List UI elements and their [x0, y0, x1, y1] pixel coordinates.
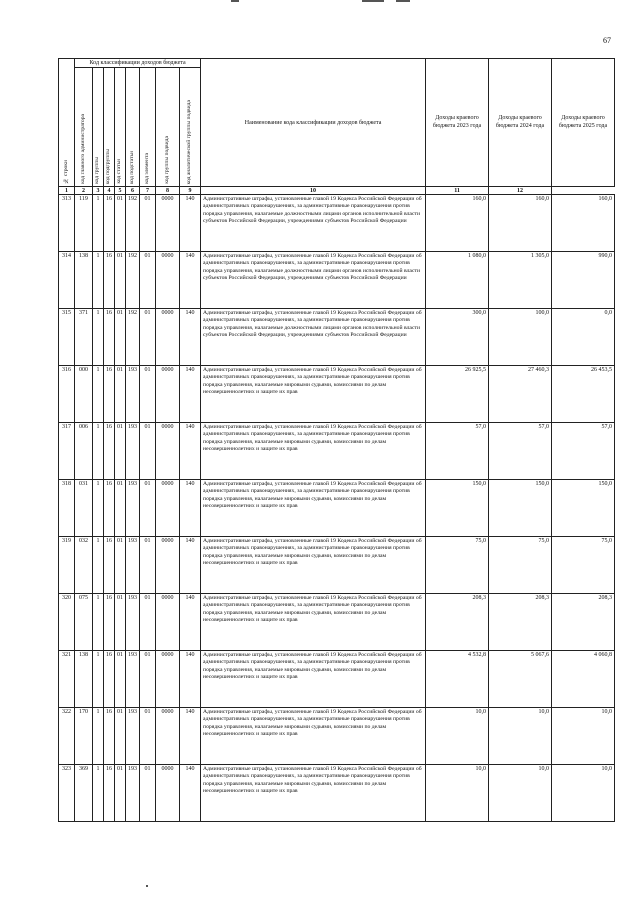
column-number: 12	[489, 187, 552, 195]
subgroup-code: 16	[104, 651, 115, 708]
article-code: 01	[115, 195, 126, 252]
subgroup-code: 16	[104, 309, 115, 366]
header-rev-2024: Доходы краевого бюджета 2024 года	[489, 59, 552, 187]
revenue-2023: 57,0	[426, 423, 489, 480]
subtype-group-code: 0000	[156, 423, 180, 480]
revenue-name: Административные штрафы, установленные главой 19 Кодекса Российской Федерации об административных правонарушениях, за административные правонарушения против порядка управления, налагаемые мировыми судьями, комиссиями по делам несовершеннолетних и защите их прав	[201, 423, 426, 480]
row-number: 316	[59, 366, 75, 423]
subtype-group-code: 0000	[156, 366, 180, 423]
revenue-2023: 150,0	[426, 480, 489, 537]
revenue-2025: 26 453,5	[552, 366, 615, 423]
subgroup-code: 16	[104, 708, 115, 765]
admin-code: 031	[75, 480, 93, 537]
revenue-2025: 10,0	[552, 765, 615, 822]
analytic-group-code: 140	[180, 309, 201, 366]
revenue-name: Административные штрафы, установленные главой 19 Кодекса Российской Федерации об административных правонарушениях, за административные правонарушения против порядка управления, налагаемые должностными лицами органов исполнительной власти субъектов Российской Федерации, учреждениями субъектов Российской Федерации	[201, 252, 426, 309]
revenue-name: Административные штрафы, установленные главой 19 Кодекса Российской Федерации об административных правонарушениях, за административные правонарушения против порядка управления, налагаемые мировыми судьями, комиссиями по делам несовершеннолетних и защите их прав	[201, 651, 426, 708]
element-code: 01	[140, 423, 156, 480]
subtype-group-code: 0000	[156, 594, 180, 651]
subarticle-code: 193	[126, 537, 140, 594]
subgroup-code: 16	[104, 537, 115, 594]
admin-code: 075	[75, 594, 93, 651]
element-code: 01	[140, 708, 156, 765]
group-code: 1	[93, 594, 104, 651]
header-subtype-group-code: код группы подвида	[156, 68, 180, 187]
group-code: 1	[93, 252, 104, 309]
admin-code: 119	[75, 195, 93, 252]
revenue-2024: 57,0	[489, 423, 552, 480]
revenue-2024: 208,3	[489, 594, 552, 651]
element-code: 01	[140, 252, 156, 309]
admin-code: 032	[75, 537, 93, 594]
column-number-row	[59, 187, 615, 195]
element-code: 01	[140, 537, 156, 594]
table-row	[59, 537, 615, 594]
element-code: 01	[140, 480, 156, 537]
table-row	[59, 765, 615, 822]
revenue-name: Административные штрафы, установленные главой 19 Кодекса Российской Федерации об административных правонарушениях, за административные правонарушения против порядка управления, налагаемые мировыми судьями, комиссиями по делам несовершеннолетних и защите их прав	[201, 765, 426, 822]
admin-code: 000	[75, 366, 93, 423]
revenue-2024: 5 067,6	[489, 651, 552, 708]
row-number: 315	[59, 309, 75, 366]
header-classification-group: Код классификации доходов бюджета	[75, 59, 201, 68]
revenue-name: Административные штрафы, установленные главой 19 Кодекса Российской Федерации об административных правонарушениях, за административные правонарушения против порядка управления, налагаемые мировыми судьями, комиссиями по делам несовершеннолетних и защите их прав	[201, 708, 426, 765]
revenue-name: Административные штрафы, установленные главой 19 Кодекса Российской Федерации об административных правонарушениях, за административные правонарушения против порядка управления, налагаемые должностными лицами органов исполнительной власти субъектов Российской Федерации, учреждениями субъектов Российской Федерации	[201, 309, 426, 366]
table-row	[59, 366, 615, 423]
header-group-code: код группы	[93, 68, 104, 187]
subarticle-code: 193	[126, 366, 140, 423]
scan-mark	[396, 0, 410, 2]
subgroup-code: 16	[104, 195, 115, 252]
admin-code: 138	[75, 651, 93, 708]
column-number: 5	[115, 187, 126, 195]
article-code: 01	[115, 480, 126, 537]
scan-dot	[146, 885, 148, 887]
article-code: 01	[115, 537, 126, 594]
article-code: 01	[115, 423, 126, 480]
subtype-group-code: 0000	[156, 252, 180, 309]
header-rev-2023: Доходы краевого бюджета 2023 года	[426, 59, 489, 187]
subtype-group-code: 0000	[156, 195, 180, 252]
analytic-group-code: 140	[180, 708, 201, 765]
column-number: 4	[104, 187, 115, 195]
revenue-2025: 160,0	[552, 195, 615, 252]
table-row	[59, 195, 615, 252]
page-number: 67	[603, 36, 611, 45]
table-row	[59, 651, 615, 708]
group-code: 1	[93, 651, 104, 708]
subarticle-code: 193	[126, 708, 140, 765]
table-row	[59, 594, 615, 651]
revenue-2025: 208,3	[552, 594, 615, 651]
analytic-group-code: 140	[180, 252, 201, 309]
subtype-group-code: 0000	[156, 651, 180, 708]
revenue-name: Административные штрафы, установленные главой 19 Кодекса Российской Федерации об административных правонарушениях, за административные правонарушения против порядка управления, налагаемые мировыми судьями, комиссиями по делам несовершеннолетних и защите их прав	[201, 480, 426, 537]
table-row	[59, 708, 615, 765]
revenue-2025: 150,0	[552, 480, 615, 537]
article-code: 01	[115, 309, 126, 366]
revenue-2023: 160,0	[426, 195, 489, 252]
subtype-group-code: 0000	[156, 708, 180, 765]
group-code: 1	[93, 765, 104, 822]
revenue-name: Административные штрафы, установленные главой 19 Кодекса Российской Федерации об административных правонарушениях, за административные правонарушения против порядка управления, налагаемые мировыми судьями, комиссиями по делам несовершеннолетних и защите их прав	[201, 537, 426, 594]
row-number: 317	[59, 423, 75, 480]
revenue-2024: 150,0	[489, 480, 552, 537]
revenue-2024: 1 305,0	[489, 252, 552, 309]
revenue-2024: 100,0	[489, 309, 552, 366]
revenue-name: Административные штрафы, установленные главой 19 Кодекса Российской Федерации об административных правонарушениях, за административные правонарушения против порядка управления, налагаемые должностными лицами органов исполнительной власти субъектов Российской Федерации, учреждениями субъектов Российской Федерации	[201, 195, 426, 252]
admin-code: 369	[75, 765, 93, 822]
revenue-2024: 10,0	[489, 765, 552, 822]
subarticle-code: 193	[126, 594, 140, 651]
group-code: 1	[93, 708, 104, 765]
table-row	[59, 252, 615, 309]
row-number: 314	[59, 252, 75, 309]
row-number: 313	[59, 195, 75, 252]
element-code: 01	[140, 651, 156, 708]
subgroup-code: 16	[104, 366, 115, 423]
revenue-2025: 0,0	[552, 309, 615, 366]
admin-code: 138	[75, 252, 93, 309]
subtype-group-code: 0000	[156, 480, 180, 537]
revenue-2025: 57,0	[552, 423, 615, 480]
element-code: 01	[140, 594, 156, 651]
article-code: 01	[115, 594, 126, 651]
element-code: 01	[140, 195, 156, 252]
group-code: 1	[93, 195, 104, 252]
header-element-code: код элемента	[140, 68, 156, 187]
revenue-name: Административные штрафы, установленные главой 19 Кодекса Российской Федерации об административных правонарушениях, за административные правонарушения против порядка управления, налагаемые мировыми судьями, комиссиями по делам несовершеннолетних и защите их прав	[201, 594, 426, 651]
analytic-group-code: 140	[180, 366, 201, 423]
column-number: 9	[180, 187, 201, 195]
column-number: 11	[426, 187, 489, 195]
article-code: 01	[115, 366, 126, 423]
header-row-no: № строки	[59, 59, 75, 187]
subgroup-code: 16	[104, 252, 115, 309]
element-code: 01	[140, 366, 156, 423]
group-code: 1	[93, 537, 104, 594]
table-row	[59, 480, 615, 537]
column-number: 8	[156, 187, 180, 195]
row-number: 318	[59, 480, 75, 537]
analytic-group-code: 140	[180, 537, 201, 594]
revenue-2023: 10,0	[426, 765, 489, 822]
revenue-2024: 75,0	[489, 537, 552, 594]
header-analytic-group-code: код аналитической группы подвида	[180, 68, 201, 187]
subgroup-code: 16	[104, 423, 115, 480]
header-admin-code: код главного администратора	[75, 68, 93, 187]
article-code: 01	[115, 651, 126, 708]
row-number: 321	[59, 651, 75, 708]
table-row	[59, 423, 615, 480]
group-code: 1	[93, 480, 104, 537]
column-number: 10	[201, 187, 426, 195]
analytic-group-code: 140	[180, 480, 201, 537]
column-number: 7	[140, 187, 156, 195]
column-number: 6	[126, 187, 140, 195]
analytic-group-code: 140	[180, 594, 201, 651]
header-article-code: код статьи	[115, 68, 126, 187]
subtype-group-code: 0000	[156, 537, 180, 594]
table-row	[59, 309, 615, 366]
subarticle-code: 193	[126, 651, 140, 708]
article-code: 01	[115, 252, 126, 309]
group-code: 1	[93, 423, 104, 480]
revenue-table	[58, 58, 615, 822]
revenue-2024: 10,0	[489, 708, 552, 765]
element-code: 01	[140, 309, 156, 366]
admin-code: 170	[75, 708, 93, 765]
row-number: 319	[59, 537, 75, 594]
table-body	[59, 195, 615, 822]
revenue-2023: 208,3	[426, 594, 489, 651]
subarticle-code: 192	[126, 252, 140, 309]
article-code: 01	[115, 708, 126, 765]
analytic-group-code: 140	[180, 765, 201, 822]
admin-code: 371	[75, 309, 93, 366]
column-number: 3	[93, 187, 104, 195]
revenue-2025: 75,0	[552, 537, 615, 594]
analytic-group-code: 140	[180, 423, 201, 480]
revenue-name: Административные штрафы, установленные главой 19 Кодекса Российской Федерации об административных правонарушениях, за административные правонарушения против порядка управления, налагаемые мировыми судьями, комиссиями по делам несовершеннолетних и защите их прав	[201, 366, 426, 423]
scan-mark	[362, 0, 384, 2]
revenue-2025: 4 060,8	[552, 651, 615, 708]
subgroup-code: 16	[104, 765, 115, 822]
subtype-group-code: 0000	[156, 765, 180, 822]
header-name: Наименование кода классификации доходов бюджета	[201, 59, 426, 187]
group-code: 1	[93, 366, 104, 423]
subarticle-code: 192	[126, 195, 140, 252]
revenue-2023: 75,0	[426, 537, 489, 594]
row-number: 322	[59, 708, 75, 765]
subarticle-code: 192	[126, 309, 140, 366]
revenue-2025: 10,0	[552, 708, 615, 765]
revenue-2024: 27 460,3	[489, 366, 552, 423]
revenue-2025: 990,0	[552, 252, 615, 309]
group-code: 1	[93, 309, 104, 366]
revenue-2024: 160,0	[489, 195, 552, 252]
subtype-group-code: 0000	[156, 309, 180, 366]
column-number: 1	[59, 187, 75, 195]
header-subarticle-code: код подстатьи	[126, 68, 140, 187]
row-number: 320	[59, 594, 75, 651]
subgroup-code: 16	[104, 480, 115, 537]
revenue-2023: 4 532,8	[426, 651, 489, 708]
revenue-2023: 26 925,5	[426, 366, 489, 423]
revenue-2023: 1 080,0	[426, 252, 489, 309]
subgroup-code: 16	[104, 594, 115, 651]
revenue-2023: 10,0	[426, 708, 489, 765]
row-number: 323	[59, 765, 75, 822]
revenue-2023: 300,0	[426, 309, 489, 366]
analytic-group-code: 140	[180, 195, 201, 252]
column-number: 2	[75, 187, 93, 195]
article-code: 01	[115, 765, 126, 822]
analytic-group-code: 140	[180, 651, 201, 708]
header-subgroup-code: код подгруппы	[104, 68, 115, 187]
header-rev-2025: Доходы краевого бюджета 2025 года	[552, 59, 615, 187]
subarticle-code: 193	[126, 423, 140, 480]
subarticle-code: 193	[126, 480, 140, 537]
element-code: 01	[140, 765, 156, 822]
scan-mark	[231, 0, 239, 2]
admin-code: 006	[75, 423, 93, 480]
subarticle-code: 193	[126, 765, 140, 822]
